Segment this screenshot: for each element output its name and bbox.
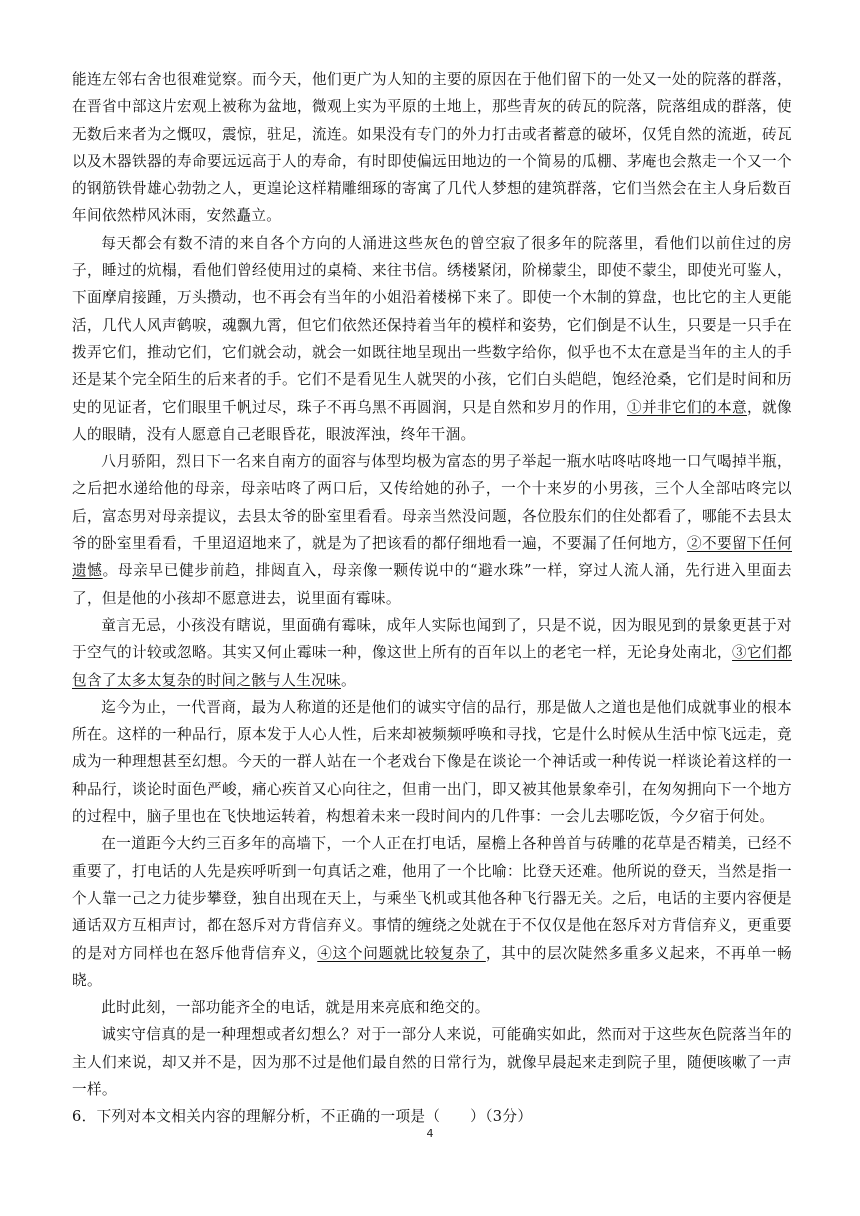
text-segment: ，就像人的眼睛，没有人愿意自己老眼昏花，眼波浑浊，终年干涸。: [72, 398, 792, 443]
text-segment: 能连左邻右舍也很难觉察。而今天，他们更广为人知的主要的原因在于他们留下的一处又一处的院落的群落，在晋省中部这片宏观上被称为盆地，微观上实为平原的土地上，那些青灰的砖瓦的院落，院落组成的群落，使无数后来者为之慨叹，震惊，驻足，流连。如果没有专门的外力打击或者蓄意的破坏，仅凭自然的流逝，砖瓦以及木器铁器的寿命要远远高于人的寿命，有时即使偏远田地边的一个简易的瓜棚、茅庵也会熬走一个又一个的钢筋铁骨雄心勃勃之人，更遑论这样精雕细琢的寄寓了几代人梦想的建筑群落，它们当然会在主人身后数百年间依然栉风沐雨，安然矗立。: [72, 71, 792, 225]
article-text: [72, 66, 792, 1103]
paragraph-p8: [72, 1021, 792, 1103]
document-body: [72, 66, 792, 1131]
paragraph-p4: [72, 612, 792, 694]
underlined-phrase: ②不要留下任何遗憾: [72, 535, 792, 580]
paragraph-p5: [72, 694, 792, 830]
paragraph-p2: [72, 230, 792, 448]
paragraph-p7: [72, 994, 792, 1021]
text-segment: 诚实守信真的是一种理想或者幻想么？对于一部分人来说，可能确实如此，然而对于这些灰色院落当年的主人们来说，却又并不是，因为那不过是他们最自然的日常行为，就像早晨起来走到院子里，随便咳嗽了一声一样。: [72, 1026, 792, 1098]
page-number: 4: [426, 1127, 434, 1140]
underlined-phrase: ④这个问题就比较复杂了: [317, 944, 486, 962]
text-segment: 每天都会有数不清的来自各个方向的人涌进这些灰色的曾空寂了很多年的院落里，看他们以前住过的房子，睡过的炕榻，看他们曾经使用过的桌椅、来往书信。绣楼紧闭，阶梯蒙尘，即使不蒙尘，即使光可鉴人，下面摩肩接踵，万头攒动，也不再会有当年的小姐沿着楼梯下来了。即使一个木制的算盘，也比它的主人更能活，几代人风声鹤唳，魂飘九霄，但它们依然还保持着当年的模样和姿势，它们倒是不认生，只要是一只手在拨弄它们，推动它们，它们就会动，就会一如既往地呈现出一些数字给你，似乎也不太在意是当年的主人的手还是某个完全陌生的后来者的手。它们不是看见生人就哭的小孩，它们白头皑皑，饱经沧桑，它们是时间和历史的见证者，它们眼里千帆过尽，珠子不再乌黑不再圆润，只是自然和岁月的作用，: [72, 234, 792, 416]
text-segment: 童言无忌，小孩没有瞎说，里面确有霉味，成年人实际也闻到了，只是不说，因为眼见到的景象更甚于对于空气的计较或忽略。其实又何止霉味一种，像这世上所有的百年以上的老宅一样，无论身处南北，: [72, 616, 792, 662]
text-segment: 八月骄阳，烈日下一名来自南方的面容与体型均极为富态的男子举起一瓶水咕咚咕咚地一口气喝掉半瓶，之后把水递给他的母亲，母亲咕咚了两口后，又传给她的孙子，一个十来岁的小男孩，三个人全部咕咚完以后，富态男对母亲提议，去县太爷的卧室里看看。母亲当然没问题，各位股东们的住处都看了，哪能不去县太爷的卧室里看看，千里迢迢地来了，就是为了把该看的都仔细地看一遍，不要漏了任何地方，: [72, 453, 792, 553]
question-6: 6．下列对本文相关内容的理解分析，不正确的一项是（ ）（3分）: [72, 1108, 533, 1126]
underlined-phrase: ③它们都包含了太多太复杂的时间之骸与人生况味: [72, 644, 792, 689]
text-segment: 迄今为止，一代晋商，最为人称道的还是他们的诚实守信的品行，那是做人之道也是他们成就事业的根本所在。这样的一种品行，原本发于人心人性，后来却被频频呼唤和寻找，它是什么时候从生活中惊飞远走，竟成为一种理想甚至幻想。今天的一群人站在一个老戏台下像是在谈论一个神话或一种传说一样谈论着这样的一种品行，谈论时面色严峻，痛心疾首又心向往之，但甫一出门，即又被其他景象牵引，在匆匆拥向下一个地方的过程中，脑子里也在飞快地运转着，构想着未来一段时间内的几件事：一会儿去哪吃饭，今夕宿于何处。: [72, 698, 792, 826]
text-segment: 在一道距今大约三百多年的高墙下，一个人正在打电话，屋檐上各种兽首与砖雕的花草是否精美，已经不重要了，打电话的人先是疾呼听到一句真话之难，他用了一个比喻：比登天还难。他所说的登天，当然是指一个人靠一己之力徒步攀登，独自出现在天上，与乘坐飞机或其他各种飞行器无关。之后，电话的主要内容便是通话双方互相声讨，都在怒斥对方背信弃义。事情的缠绕之处就在于不仅仅是他在怒斥对方背信弃义，更重要的是对方同样也在怒斥他背信弃义，: [72, 835, 792, 962]
text-segment: 。: [341, 671, 356, 689]
paragraph-p3: [72, 448, 792, 612]
paragraph-p6: [72, 830, 792, 994]
text-segment: 。母亲早已健步前趋，排闼直入，母亲像一颗传说中的“避水珠”一样，穿过人流人涌，先行进入里面去了，但是他的小孩却不愿意进去，说里面有霉味。: [72, 562, 792, 607]
text-segment: 此时此刻，一部功能齐全的电话，就是用来亮底和绝交的。: [101, 999, 490, 1017]
underlined-phrase: ①并非它们的本意: [627, 398, 748, 416]
text-segment: ，其中的层次陡然多重多义起来，不再单一畅晓。: [72, 944, 792, 989]
paragraph-p1: [72, 66, 792, 230]
